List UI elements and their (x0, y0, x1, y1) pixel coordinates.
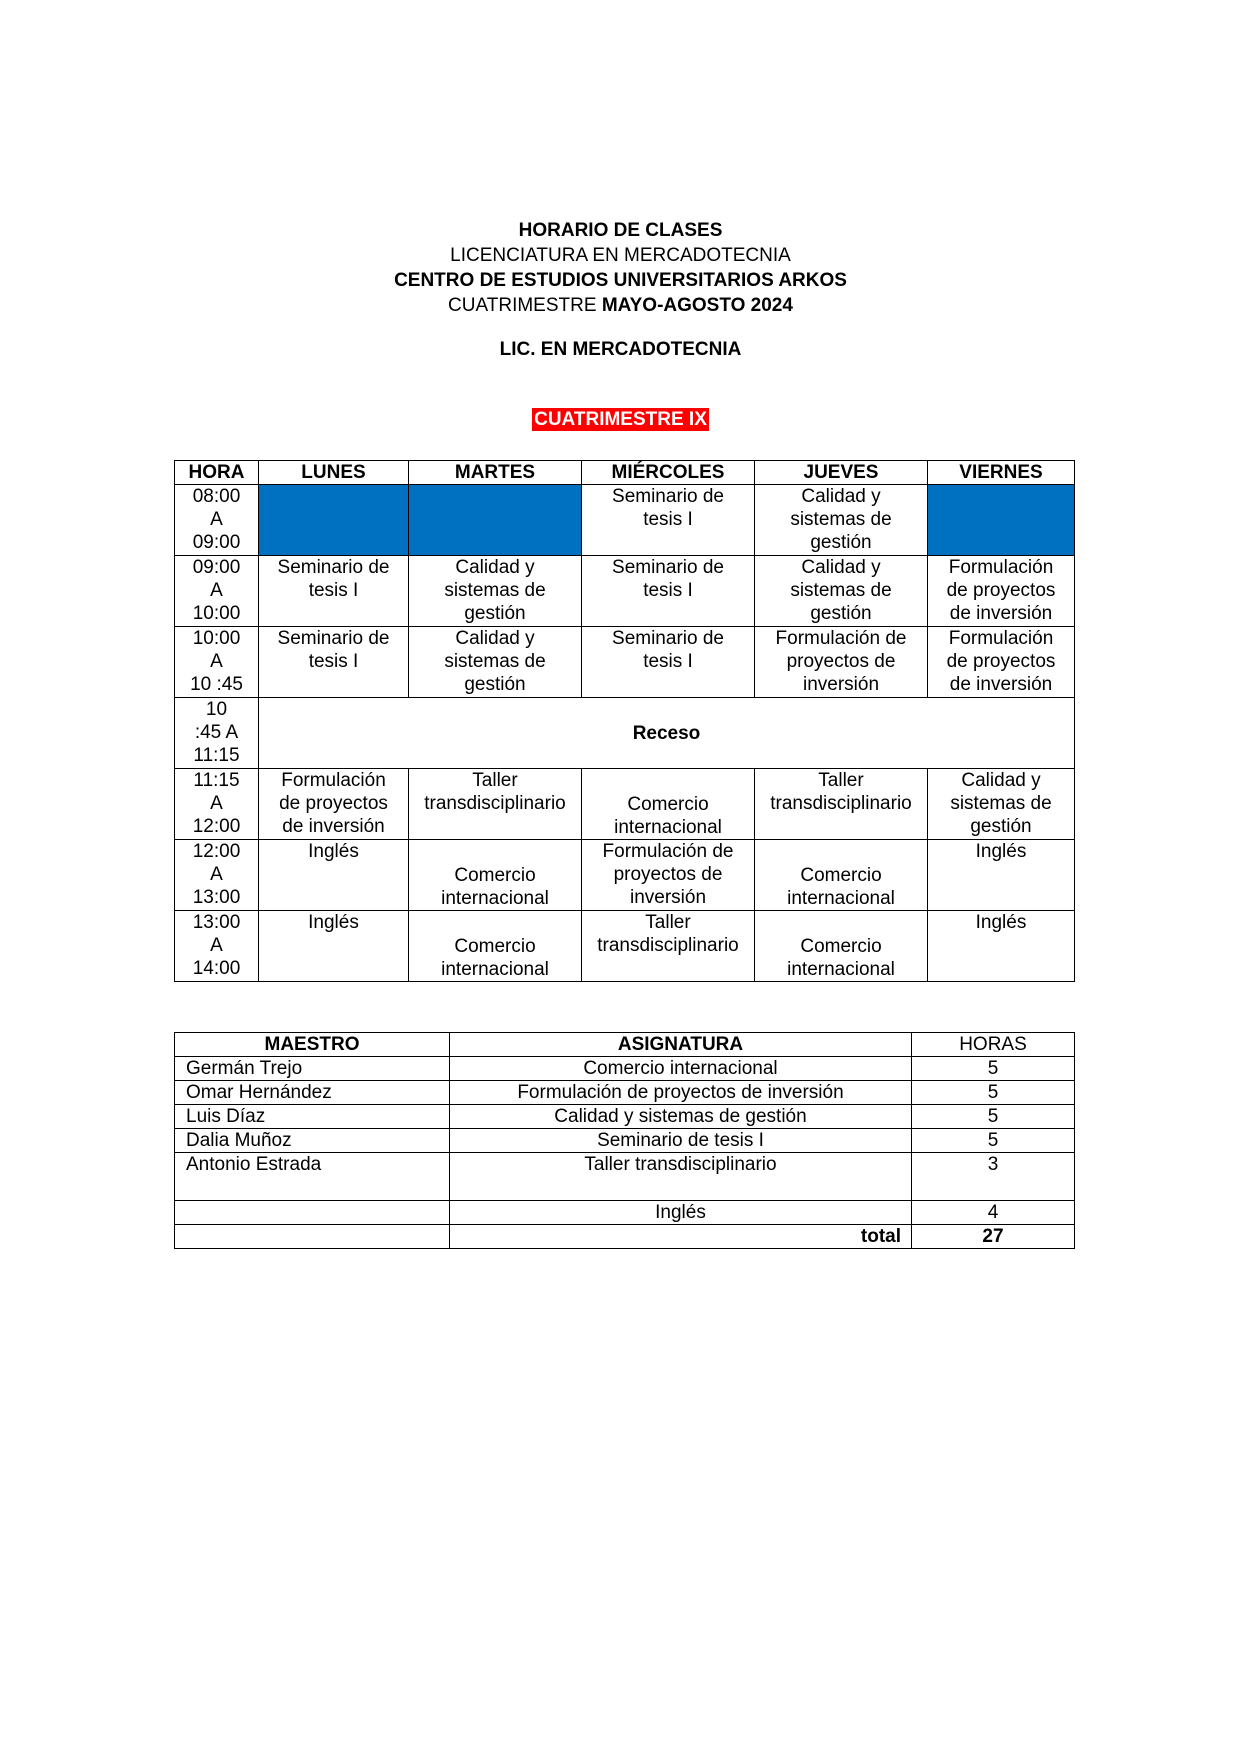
class-cell (582, 840, 755, 911)
subject-name: Comercio internacional (450, 1057, 912, 1081)
col-header-horas: HORAS (912, 1033, 1075, 1057)
class-line: inversión (802, 674, 880, 695)
teachers-table (174, 1032, 1075, 1249)
class-line: proyectos de (786, 651, 896, 672)
subject-hours: 4 (912, 1201, 1075, 1225)
class-cell (259, 840, 409, 911)
teacher-name: Luis Díaz (175, 1105, 450, 1129)
class-line: de proyectos (279, 793, 388, 814)
class-line: Calidad y (455, 628, 535, 649)
class-line: Inglés (975, 841, 1027, 862)
class-cell (409, 769, 582, 840)
class-cell (259, 769, 409, 840)
cuatrimestre-label: CUATRIMESTRE IX (534, 409, 707, 430)
time-line: 10:00 (192, 628, 241, 649)
class-line: de proyectos (946, 651, 1056, 672)
class-cell (755, 627, 928, 698)
teacher-row (175, 1153, 1075, 1201)
time-line: 09:00 (192, 532, 241, 553)
schedule-header-row (175, 461, 1075, 485)
class-line: internacional (787, 888, 895, 909)
time-line: A (210, 793, 223, 814)
class-cell (755, 556, 928, 627)
time-slot (175, 698, 259, 769)
empty-slot (928, 485, 1075, 556)
class-line: sistemas de (444, 580, 546, 601)
teacher-row (175, 1201, 1075, 1225)
class-line: Seminario de (277, 628, 390, 649)
class-line: Calidad y (801, 557, 881, 578)
class-line: gestión (970, 816, 1032, 837)
class-line: Formulación (281, 770, 386, 791)
teacher-name: Dalia Muñoz (175, 1129, 450, 1153)
class-line: Calidad y (961, 770, 1041, 791)
class-line: de proyectos (946, 580, 1056, 601)
class-line: Seminario de (277, 557, 390, 578)
subject-name: Seminario de tesis I (450, 1129, 912, 1153)
class-line: Taller (472, 770, 518, 791)
class-line: tesis I (308, 651, 359, 672)
class-line: Seminario de (612, 486, 724, 507)
total-row (175, 1225, 1075, 1249)
time-line: A (210, 935, 223, 956)
program-subtitle: LIC. EN MERCADOTECNIA (499, 339, 742, 360)
class-cell (409, 556, 582, 627)
time-line: 14:00 (192, 958, 241, 979)
time-line: 12:00 (192, 816, 241, 837)
class-cell (259, 556, 409, 627)
class-line: Formulación de (602, 841, 734, 862)
class-cell (409, 911, 582, 982)
header-period-prefix: CUATRIMESTRE (448, 295, 602, 316)
class-line: gestión (810, 603, 872, 624)
class-line: internacional (441, 888, 549, 909)
total-empty-cell (175, 1225, 450, 1249)
empty-slot (259, 485, 409, 556)
schedule-row (175, 911, 1075, 982)
col-header-martes: MARTES (409, 461, 582, 485)
class-line: de inversión (282, 816, 385, 837)
teacher-name: Antonio Estrada (175, 1153, 450, 1201)
subject-name: Calidad y sistemas de gestión (450, 1105, 912, 1129)
schedule-row (175, 627, 1075, 698)
teacher-name: Germán Trejo (175, 1057, 450, 1081)
class-line: sistemas de (950, 793, 1052, 814)
class-line: Calidad y (801, 486, 881, 507)
time-line: 11:15 (193, 770, 240, 791)
class-cell (582, 556, 755, 627)
class-cell (409, 840, 582, 911)
teacher-row (175, 1081, 1075, 1105)
class-line: Calidad y (455, 557, 535, 578)
time-line: 13:00 (192, 887, 241, 908)
subject-hours: 5 (912, 1129, 1075, 1153)
class-line: de inversión (949, 674, 1053, 695)
col-header-miercoles: MIÉRCOLES (582, 461, 755, 485)
class-line: tesis I (308, 580, 359, 601)
class-line: gestión (810, 532, 872, 553)
class-cell (409, 627, 582, 698)
time-slot (175, 556, 259, 627)
class-cell (755, 911, 928, 982)
class-cell (582, 911, 755, 982)
header-period-dates: MAYO-AGOSTO 2024 (601, 295, 793, 316)
class-cell (755, 485, 928, 556)
class-cell (928, 556, 1075, 627)
time-line: 11:15 (193, 745, 240, 766)
class-line: gestión (464, 603, 526, 624)
col-header-viernes: VIERNES (928, 461, 1075, 485)
class-line: Comercio (627, 794, 709, 815)
class-line: sistemas de (790, 580, 892, 601)
class-line: inversión (629, 887, 707, 908)
schedule-row (175, 840, 1075, 911)
class-cell (259, 627, 409, 698)
header-institution: CENTRO DE ESTUDIOS UNIVERSITARIOS ARKOS (394, 270, 847, 291)
time-slot (175, 840, 259, 911)
subject-hours: 5 (912, 1105, 1075, 1129)
empty-slot (409, 485, 582, 556)
time-line: 10:00 (192, 603, 241, 624)
class-cell (582, 627, 755, 698)
class-cell (582, 769, 755, 840)
subject-hours: 3 (912, 1153, 1075, 1201)
time-line: 13:00 (192, 912, 241, 933)
class-cell (755, 769, 928, 840)
col-header-hora: HORA (175, 461, 259, 485)
header-program: LICENCIATURA EN MERCADOTECNIA (450, 245, 791, 266)
document-header (0, 218, 1241, 318)
teacher-row (175, 1129, 1075, 1153)
class-line: Taller (645, 912, 691, 933)
class-line: sistemas de (790, 509, 892, 530)
class-line: Seminario de (612, 628, 724, 649)
class-line: transdisciplinario (597, 935, 739, 956)
col-header-lunes: LUNES (259, 461, 409, 485)
teacher-name: Omar Hernández (175, 1081, 450, 1105)
schedule-table (174, 460, 1075, 982)
time-line: :45 A (194, 722, 239, 743)
time-line: A (210, 651, 223, 672)
class-line: Comercio (800, 936, 882, 957)
class-line: internacional (787, 959, 895, 980)
class-line: Formulación de (775, 628, 907, 649)
time-line: A (210, 580, 223, 601)
teacher-row (175, 1057, 1075, 1081)
class-cell (259, 911, 409, 982)
class-line: proyectos de (613, 864, 723, 885)
schedule-row-recess (175, 698, 1075, 769)
class-line: Comercio (454, 936, 536, 957)
class-line: de inversión (949, 603, 1053, 624)
teachers-header-row (175, 1033, 1075, 1057)
schedule-row (175, 485, 1075, 556)
cuatrimestre-banner (0, 409, 1241, 431)
col-header-maestro: MAESTRO (175, 1033, 450, 1057)
class-line: Inglés (308, 841, 359, 862)
col-header-jueves: JUEVES (755, 461, 928, 485)
header-title: HORARIO DE CLASES (518, 220, 723, 241)
header-period (0, 293, 1241, 318)
class-line: Formulación (948, 628, 1054, 649)
class-cell (928, 769, 1075, 840)
class-line: Formulación (948, 557, 1054, 578)
subject-name: Formulación de proyectos de inversión (450, 1081, 912, 1105)
teacher-row (175, 1105, 1075, 1129)
col-header-asignatura: ASIGNATURA (450, 1033, 912, 1057)
class-line: Inglés (975, 912, 1027, 933)
subject-name: Taller transdisciplinario (450, 1153, 912, 1201)
time-line: 08:00 (192, 486, 241, 507)
time-line: 10 :45 (190, 674, 243, 695)
class-cell (928, 627, 1075, 698)
teacher-name (175, 1201, 450, 1225)
class-cell (928, 911, 1075, 982)
class-cell (582, 485, 755, 556)
class-line: Comercio (454, 865, 536, 886)
time-line: 12:00 (192, 841, 241, 862)
class-line: transdisciplinario (424, 793, 566, 814)
class-line: gestión (464, 674, 526, 695)
time-slot (175, 769, 259, 840)
time-slot (175, 627, 259, 698)
time-line: A (210, 509, 223, 530)
class-line: Inglés (308, 912, 359, 933)
schedule-row (175, 769, 1075, 840)
total-label: total (450, 1225, 912, 1249)
class-line: Seminario de (612, 557, 724, 578)
subject-hours: 5 (912, 1081, 1075, 1105)
time-line: 10 (205, 699, 228, 720)
subject-hours: 5 (912, 1057, 1075, 1081)
class-line: internacional (614, 817, 722, 838)
class-line: transdisciplinario (770, 793, 912, 814)
time-slot (175, 911, 259, 982)
class-line: tesis I (643, 580, 693, 601)
class-line: sistemas de (444, 651, 546, 672)
class-cell (928, 840, 1075, 911)
class-line: tesis I (643, 651, 693, 672)
time-line: 09:00 (192, 557, 241, 578)
recess-cell: Receso (259, 698, 1075, 769)
class-line: Taller (818, 770, 864, 791)
class-line: internacional (441, 959, 549, 980)
class-line: tesis I (643, 509, 693, 530)
time-line: A (210, 864, 223, 885)
total-hours: 27 (912, 1225, 1075, 1249)
class-line: Comercio (800, 865, 882, 886)
class-cell (755, 840, 928, 911)
subject-name: Inglés (450, 1201, 912, 1225)
time-slot (175, 485, 259, 556)
schedule-row (175, 556, 1075, 627)
